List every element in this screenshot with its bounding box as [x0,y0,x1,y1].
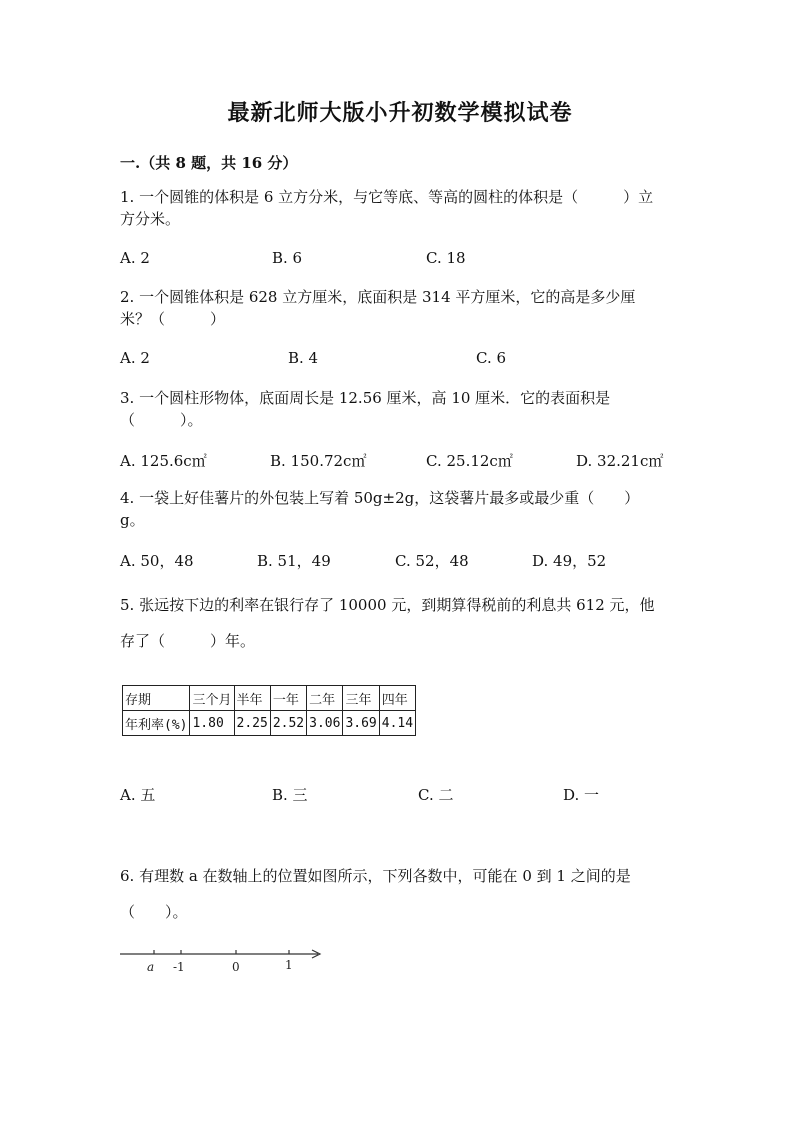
question-4-option-a: A. 50，48 [120,552,194,570]
table-cell: 半年 [234,686,270,711]
table-cell: 一年 [270,686,306,711]
question-1 [120,186,680,230]
exam-title: 最新北师大版小升初数学模拟试卷 [227,100,573,126]
table-cell: 3.69 [343,711,379,736]
question-5-option-a: A. 五 [120,786,156,804]
question-2-option-a: A. 2 [120,349,150,367]
question-2-option-c: C. 6 [476,349,507,367]
table-cell: 1.80 [190,711,234,736]
table-cell: 2.52 [270,711,306,736]
label-a: a [147,960,155,974]
question-4-line-2: g。 [120,511,145,529]
question-3-option-c: C. 25.12c㎡ [426,452,513,470]
question-3-line-2: （ ）。 [120,411,203,429]
table-header-row [123,686,416,711]
label-1: 1 [285,958,293,972]
label-minus-1: -1 [173,960,185,974]
question-1-option-c: C. 18 [426,249,466,267]
question-2-line-2: 米？（ ） [120,310,226,328]
question-5 [120,587,680,659]
question-3-line-1: 3. 一个圆柱形物体，底面周长是 12.56 厘米，高 10 厘米．它的表面积是 [120,389,611,407]
table-cell: 2.25 [234,711,270,736]
table-cell: 4.14 [379,711,415,736]
question-3-option-a: A. 125.6c㎡ [120,452,207,470]
question-4-option-c: C. 52，48 [395,552,469,570]
question-4-line-1: 4. 一袋上好佳薯片的外包装上写着 50g±2g，这袋薯片最多或最少重（ ） [120,489,640,507]
question-6-line-1: 6. 有理数 a 在数轴上的位置如图所示，下列各数中，可能在 0 到 1 之间的是 [120,867,631,885]
question-4-option-b: B. 51，49 [257,552,331,570]
label-0: 0 [232,960,240,974]
question-2 [120,286,680,330]
interest-rate-table [122,685,416,736]
question-6 [120,858,680,930]
table-cell: 四年 [379,686,415,711]
question-5-option-b: B. 三 [272,786,308,804]
number-line-diagram [118,942,328,976]
question-5-option-c: C. 二 [418,786,454,804]
question-1-option-a: A. 2 [120,249,150,267]
question-5-line-1: 5. 张远按下边的利率在银行存了 10000 元，到期算得税前的利息共 612 元，他 [120,596,655,614]
question-1-option-b: B. 6 [272,249,303,267]
question-1-line-2: 方分米。 [120,210,181,228]
question-5-line-2: 存了（ ）年。 [120,632,256,650]
table-cell: 3.06 [307,711,343,736]
question-1-line-1: 1. 一个圆锥的体积是 6 立方分米，与它等底、等高的圆柱的体积是（ ）立 [120,188,654,206]
question-3-option-b: B. 150.72c㎡ [270,452,367,470]
table-cell: 二年 [307,686,343,711]
question-2-line-1: 2. 一个圆锥体积是 628 立方厘米，底面积是 314 平方厘米，它的高是多少厘 [120,288,636,306]
table-row [123,711,416,736]
table-cell: 年利率(%) [123,711,190,736]
question-6-line-2: （ ）。 [120,903,188,921]
question-5-option-d: D. 一 [563,786,600,804]
table-cell: 三个月 [190,686,234,711]
question-3-option-d: D. 32.21c㎡ [576,452,664,470]
question-4-option-d: D. 49，52 [532,552,607,570]
table-cell: 存期 [123,686,190,711]
question-4 [120,487,680,531]
table-cell: 三年 [343,686,379,711]
section-heading: 一.（共 8 题，共 16 分） [120,154,298,172]
question-3 [120,387,680,431]
question-2-option-b: B. 4 [288,349,319,367]
